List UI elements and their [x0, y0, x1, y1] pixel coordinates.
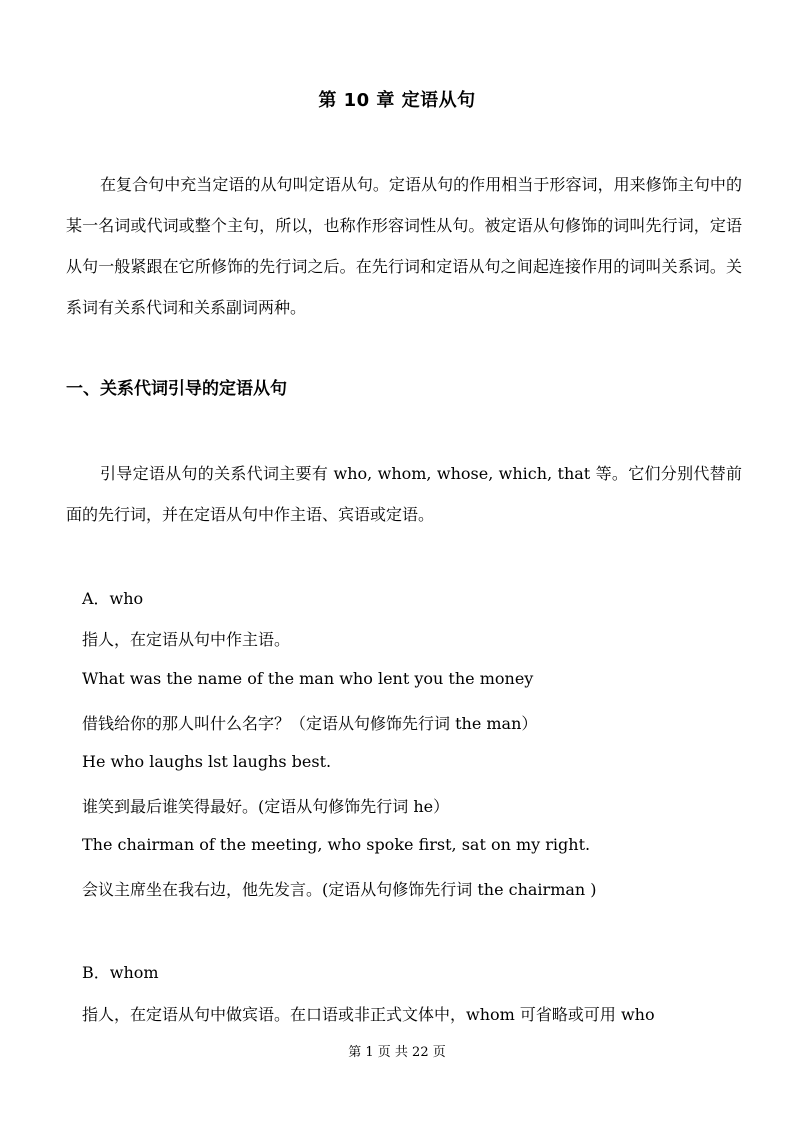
- example-en: The chairman of the meeting, who spoke first, sat on my right.: [82, 835, 591, 854]
- example-en: He who laughs lst laughs best.: [82, 752, 332, 771]
- page-footer: 第 1 页 共 22 页: [348, 1045, 446, 1060]
- intro-paragraph: 在复合句中充当定语的从句叫定语从句。定语从句的作用相当于形容词，用来修饰主句中的某一名词或代词或整个主句，所以，也称作形容词性从句。被定语从句修饰的词叫先行词，定语从句一般紧跟在它所修饰的先行词之后。在先行词和定语从句之间起连接作用的词叫关系词。关系词有关系代词和关系副词两种。: [66, 175, 742, 317]
- example-zh: 借钱给你的那人叫什么名字？（定语从句修饰先行词 the man）: [82, 714, 538, 733]
- example-zh: 谁笑到最后谁笑得最好。(定语从句修饰先行词 he）: [82, 797, 450, 816]
- part-a-description: 指人，在定语从句中作主语。: [82, 630, 291, 649]
- section-intro-paragraph: 引导定语从句的关系代词主要有 who, whom, whose, which, that 等。它们分别代替前面的先行词，并在定语从句中作主语、宾语或定语。: [66, 464, 742, 524]
- part-b-label: B．whom: [82, 963, 159, 982]
- example-en: What was the name of the man who lent you the money: [82, 669, 534, 688]
- section-heading: 一、关系代词引导的定语从句: [66, 379, 287, 399]
- example-zh: 会议主席坐在我右边，他先发言。(定语从句修饰先行词 the chairman ): [82, 880, 597, 899]
- part-a-label: A．who: [82, 589, 144, 608]
- part-b-description: 指人，在定语从句中做宾语。在口语或非正式文体中，whom 可省略或可用 who: [82, 1005, 655, 1024]
- chapter-title: 第 10 章 定语从句: [318, 90, 476, 111]
